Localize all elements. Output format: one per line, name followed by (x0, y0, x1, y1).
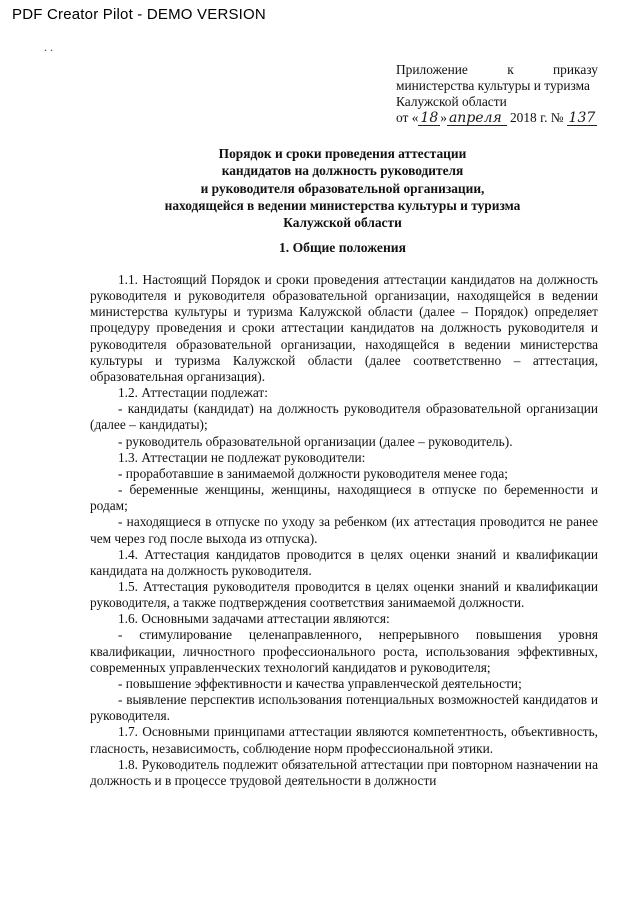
paragraph: 1.8. Руководитель подлежит обязательной аттестации при повторном назначении на должность и в процессе трудовой деятельности в должности (90, 756, 598, 788)
appendix-date-line (396, 110, 598, 126)
paragraph: 1.5. Аттестация руководителя проводится в целях оценки знаний и квалификации руководителя, а также подтверждения соответствия занимаемой должности. (90, 578, 598, 611)
document-body (90, 272, 598, 789)
corner-mark: . . (44, 40, 53, 54)
list-item: - стимулирование целенаправленного, непрерывного повышения уровня квалификации, личностного профессионального роста, использования эффективных, современных управленческих технологий кандидатов и руководителя; (90, 627, 598, 675)
date-year: 2018 г. № (509, 110, 564, 125)
appendix-word-2: к (507, 62, 514, 77)
handwritten-order-number: 137 (568, 110, 596, 126)
date-prefix: от « (396, 110, 419, 125)
list-item: - проработавшие в занимаемой должности руководителя менее года; (118, 465, 508, 481)
list-item: - руководитель образовательной организации (далее – руководитель). (118, 433, 513, 449)
paragraph: 1.7. Основными принципами аттестации являются компетентность, объективность, гласность, независимость, соблюдение норм профессиональной этики. (90, 724, 598, 756)
title-line: кандидатов на должность руководителя (221, 163, 464, 179)
appendix-block (396, 62, 598, 126)
handwritten-month: апреля (447, 111, 507, 126)
list-item: - кандидаты (кандидат) на должность руководителя образовательной организации (далее – кандидаты); (90, 401, 598, 433)
list-item: - беременные женщины, женщины, находящиеся в отпуске по беременности и родам; (90, 482, 598, 514)
title-line: Порядок и сроки проведения аттестации (218, 146, 467, 161)
list-item: - выявление перспектив использования потенциальных возможностей кандидатов и руководителя. (90, 692, 598, 724)
paragraph: 1.2. Аттестации подлежат: (118, 385, 268, 401)
paragraph: 1.1. Настоящий Порядок и сроки проведения аттестации кандидатов на должность руководителя и руководителя образовательной организации, находящейся в ведении министерства культуры и туризма Калужской области (далее – Порядок) определяет процедуру проведения и сроки аттестации кандидатов на должность руководителя и руководителя образовательной организации, находящейся в ведении министерства культуры и туризма Калужской области (далее соответственно – аттестация, образовательная организация). (90, 272, 598, 384)
list-item: - повышение эффективности и качества управленческой деятельности; (118, 675, 522, 691)
appendix-word-1: Приложение (396, 62, 468, 77)
title-line: находящейся в ведении министерства культуры и туризма (164, 197, 521, 213)
handwritten-day: 18 (420, 110, 439, 126)
appendix-line-3: Калужской области (396, 94, 507, 109)
paragraph: 1.6. Основными задачами аттестации являются: (118, 611, 390, 627)
demo-watermark: PDF Creator Pilot - DEMO VERSION (12, 6, 266, 23)
appendix-line-1 (396, 62, 598, 78)
paragraph: 1.4. Аттестация кандидатов проводится в целях оценки знаний и квалификации кандидата на должность руководителя. (90, 546, 598, 578)
date-mid: » (440, 110, 447, 125)
title-line: и руководителя образовательной организации, (200, 180, 485, 196)
title-line: Калужской области (283, 215, 402, 231)
appendix-line-2: министерства культуры и туризма (396, 78, 590, 93)
section-heading: 1. Общие положения (279, 240, 406, 255)
paragraph: 1.3. Аттестации не подлежат руководители: (118, 449, 366, 465)
appendix-word-3: приказу (553, 62, 598, 77)
list-item: - находящиеся в отпуске по уходу за ребенком (их аттестация проводится не ранее чем через год после выхода из отпуска). (90, 514, 598, 546)
document-title (60, 145, 625, 231)
